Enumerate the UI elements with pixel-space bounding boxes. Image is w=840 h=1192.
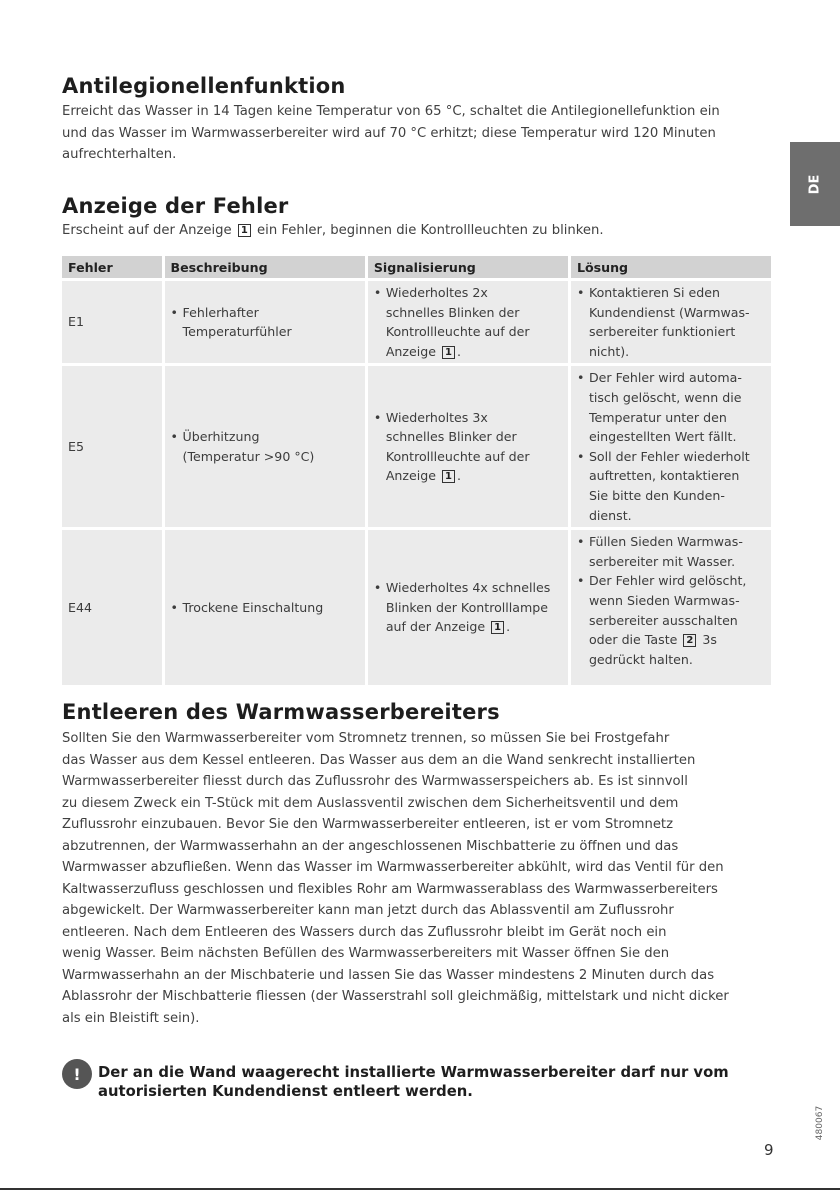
table-header-row [62,256,771,278]
list-item [577,447,765,525]
text-line: serbereiter mit Wasser. [588,553,736,569]
table-header-cell: Beschreibung [165,256,365,278]
text-line: • Der Fehler wird automa- [588,370,742,386]
text-line: schnelles Blinker der [385,429,517,445]
text-fragment: auf der Anzeige [385,619,486,635]
text-line: Temperaturfühler [182,324,292,340]
section-title-draining: Entleeren des Warmwasserbereiters [62,700,500,724]
table-row [62,527,771,685]
text-line: eingestellten Wert fällt. [588,429,737,445]
text-fragment: 3s [702,632,717,648]
text-line: • Füllen Sieden Warmwas- [588,534,743,550]
warning-text [98,1059,729,1101]
error-code: E44 [62,527,162,685]
text-line: aufrechterhalten. [62,147,177,162]
warning-icon: ! [62,1059,92,1089]
list-item [577,368,765,446]
list-item [171,303,359,342]
display-number-box: 1 [442,346,455,359]
text-line: Erreicht das Wasser in 14 Tagen keine Temperatur von 65 °C, schaltet die Antilegionellefunktion ein [62,104,720,119]
error-solution [571,527,771,685]
error-description [165,363,365,527]
text-line: Sie bitte den Kunden- [588,487,725,503]
text-line: dienst. [588,507,632,523]
list-item [577,532,765,571]
error-description [165,527,365,685]
text-line: nicht). [588,343,630,359]
table-row [62,278,771,363]
text-line: Kaltwasserzufluss geschlossen und flexibles Rohr am Warmwasserablass des Warmwasserbereiters [62,881,718,897]
text-line: Kontrollleuchte auf der [385,324,530,340]
table-header-cell: Fehler [62,256,162,278]
display-number-box: 1 [238,224,251,237]
text-line: Warmwasserhahn an der Mischbaterie und lassen Sie das Wasser mindestens 2 Minuten durch das [62,967,715,983]
error-solution [571,363,771,527]
document-id: 480067 [815,1105,825,1141]
error-code: E5 [62,363,162,527]
error-signal [368,363,568,527]
text-line: als ein Bleistift sein). [62,1010,200,1026]
table-row [62,363,771,527]
text-line: • Wiederholtes 2x [385,285,488,300]
error-table [59,256,774,685]
bottom-rule [0,1188,840,1190]
text-line: Warmwasser abzufließen. Wenn das Wasser im Warmwasserbereiter abkühlt, wird das Ventil für den [62,860,724,875]
text-fragment: Anzeige [385,343,437,359]
list-item [374,408,562,486]
text-line: Warmwasserbereiter fliesst durch das Zuflussrohr des Warmwasserspeichers ab. Es ist sinnvoll [62,774,688,789]
list-item [374,578,562,637]
list-item [171,598,359,618]
error-code: E1 [62,278,162,363]
list-item [577,571,765,669]
error-solution [571,278,771,363]
text-line: (Temperatur >90 °C) [182,448,315,464]
table-header-cell: Signalisierung [368,256,568,278]
text-line: • Kontaktieren Si eden [588,285,720,300]
text-line: Blinken der Kontrolllampe [385,599,549,615]
text-line: Der an die Wand waagerecht installierte Warmwasserbereiter darf nur vom [98,1064,729,1081]
list-item [374,283,562,361]
intro-text: ein Fehler, beginnen die Kontrollleuchten zu blinken. [257,223,604,238]
text-line: Kontrollleuchte auf der [385,448,530,464]
text-line: serbereiter ausschalten [588,612,738,628]
text-line: • Fehlerhafter [182,304,259,320]
language-tab-label: DE [807,174,823,194]
section-text-draining [62,728,729,1029]
key-number-box: 2 [683,634,696,647]
text-line: • Überhitzung [182,429,260,445]
text-line [589,630,765,650]
display-number-box: 1 [442,470,455,483]
section-title-antilegionella: Antilegionellenfunktion [62,74,346,98]
text-line: Anzeige 1 . [385,343,462,359]
intro-text: Erscheint auf der Anzeige [62,223,232,238]
text-line: abgewickelt. Der Warmwasserbereiter kann man jetzt durch das Ablassventil am Zuflussrohr [62,903,674,918]
error-description [165,278,365,363]
list-item [577,283,765,361]
text-fragment: oder die Taste [588,632,678,648]
text-line: schnelles Blinken der [385,304,520,320]
text-line: tisch gelöscht, wenn die [588,389,742,405]
text-line: gedrückt halten. [588,651,693,667]
text-line: auftretten, kontaktieren [588,468,740,484]
text-line: Anzeige 1 . [385,468,462,484]
text-line: • Trockene Einschaltung [182,599,324,615]
table-header-cell: Lösung [571,256,771,278]
list-item [171,427,359,466]
text-line: • Wiederholtes 4x schnelles [385,580,551,596]
page-number: 9 [764,1141,774,1159]
text-line: autorisierten Kundendienst entleert werden. [98,1083,473,1100]
text-fragment: Anzeige [385,468,437,484]
display-number-box: 1 [491,621,504,634]
text-line: Kundendienst (Warmwas- [588,304,750,320]
text-line: Sollten Sie den Warmwasserbereiter vom Stromnetz trennen, so müssen Sie bei Frostgefahr [62,731,670,746]
text-line: • Der Fehler wird gelöscht, [588,573,747,589]
text-line: entleeren. Nach dem Entleeren des Wassers durch das Zuflussrohr bleibt im Gerät noch ein [62,924,667,940]
text-line: Temperatur unter den [588,409,727,425]
text-line: • Soll der Fehler wiederholt [588,448,750,464]
text-line: serbereiter funktioniert [588,324,736,340]
text-line: Zuflussrohr einzubauen. Bevor Sie den Warmwasserbereiter entleeren, ist er vom Stromnetz [62,817,674,832]
language-tab [790,142,840,226]
text-line: das Wasser aus dem Kessel entleeren. Das Wasser aus dem an die Wand senkrecht installierten [62,752,696,768]
text-line: auf der Anzeige 1 . [385,619,511,635]
section-intro-error-display [62,220,604,242]
text-line: abzutrennen, der Warmwasserhahn an der angeschlossenen Mischbatterie zu öffnen und das [62,838,679,854]
text-line: und das Wasser im Warmwasserbereiter wird auf 70 °C erhitzt; diese Temperatur wird 120 Minuten [62,125,716,141]
text-line: wenn Sieden Warmwas- [588,592,740,608]
text-line: • Wiederholtes 3x [385,409,488,425]
text-line: wenig Wasser. Beim nächsten Befüllen des Warmwasserbereiters mit Wasser öffnen Sie den [62,946,670,961]
warning-note [62,1059,762,1101]
error-signal [368,278,568,363]
section-text-antilegionella [62,101,720,166]
text-line: zu diesem Zweck ein T-Stück mit dem Auslassventil zwischen dem Sicherheitsventil und dem [62,795,679,811]
text-line: Ablassrohr der Mischbatterie fliessen (der Wasserstrahl soll gleichmäßig, mittelstark und nicht dicker [62,989,729,1004]
section-title-error-display: Anzeige der Fehler [62,194,289,218]
error-signal [368,527,568,685]
